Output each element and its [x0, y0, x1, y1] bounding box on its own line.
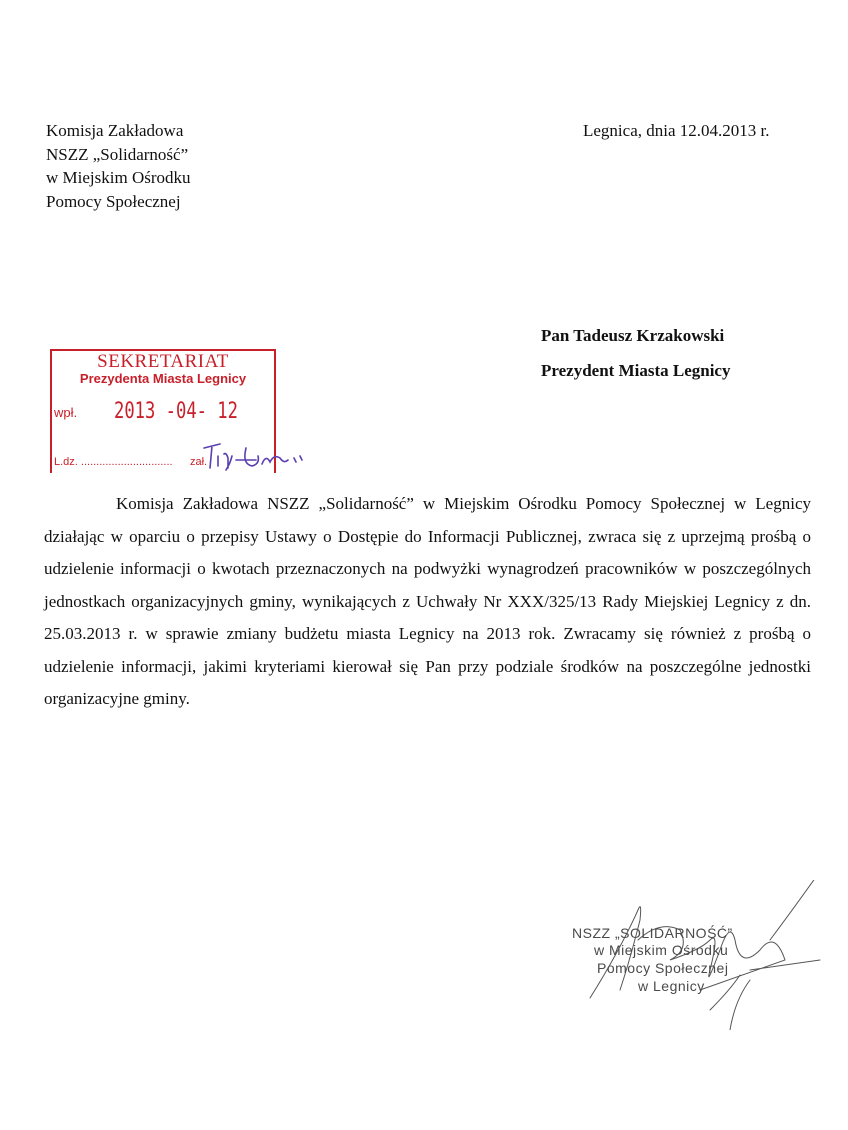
union-stamp	[560, 880, 840, 1030]
stamp-ldz-label: L.dz. ..............................	[54, 456, 173, 468]
sender-line-4: Pomocy Społecznej	[46, 191, 181, 211]
stamp-zal-label: zał.	[190, 456, 208, 468]
sender-line-1: Komisja Zakładowa	[46, 121, 184, 140]
addressee-title: Prezydent Miasta Legnicy	[541, 361, 731, 380]
handwritten-initials	[196, 434, 316, 474]
union-stamp-line-2: w Miejskim Ośrodku	[594, 942, 729, 958]
addressee-block	[541, 318, 730, 388]
letter-body	[44, 488, 811, 716]
letter-date: Legnica, dnia 12.04.2013 r.	[583, 121, 770, 140]
union-stamp-line-1: NSZZ „SOLIDARNOŚĆ”	[572, 925, 733, 941]
stamp-title: SEKRETARIAT	[97, 351, 229, 372]
body-paragraph: Komisja Zakładowa NSZZ „Solidarność” w Miejskim Ośrodku Pomocy Społecznej w Legnicy działając w oparciu o przepisy Ustawy o Dostępie do Informacji Publicznej, zwraca się z uprzejmą prośbą o udzielenie informacji o kwotach przeznaczonych na podwyżki wynagrodzeń pracowników w poszczególnych jednostkach organizacyjnych gminy, wynikających z Uchwały Nr XXX/325/13 Rady Miejskiej Legnicy z dn. 25.03.2013 r. w sprawie zmiany budżetu miasta Legnicy na 2013 rok. Zwracamy się również z prośbą o udzielenie informacji, jakimi kryteriami kierował się Pan przy podziale środków na poszczególne jednostki organizacyjne gminy.	[44, 494, 811, 708]
stamp-wpl-label: wpł.	[54, 405, 78, 420]
sender-line-3: w Miejskim Ośrodku	[46, 168, 191, 187]
union-stamp-line-3: Pomocy Społecznej	[597, 960, 729, 976]
stamp-subtitle: Prezydenta Miasta Legnicy	[79, 371, 247, 386]
sender-line-2: NSZZ „Solidarność”	[46, 144, 189, 164]
sender-block	[46, 119, 191, 213]
union-stamp-line-4: w Legnicy	[638, 978, 705, 994]
addressee-name: Pan Tadeusz Krzakowski	[541, 326, 725, 345]
stamp-date: 2013 -04- 12	[114, 399, 238, 424]
